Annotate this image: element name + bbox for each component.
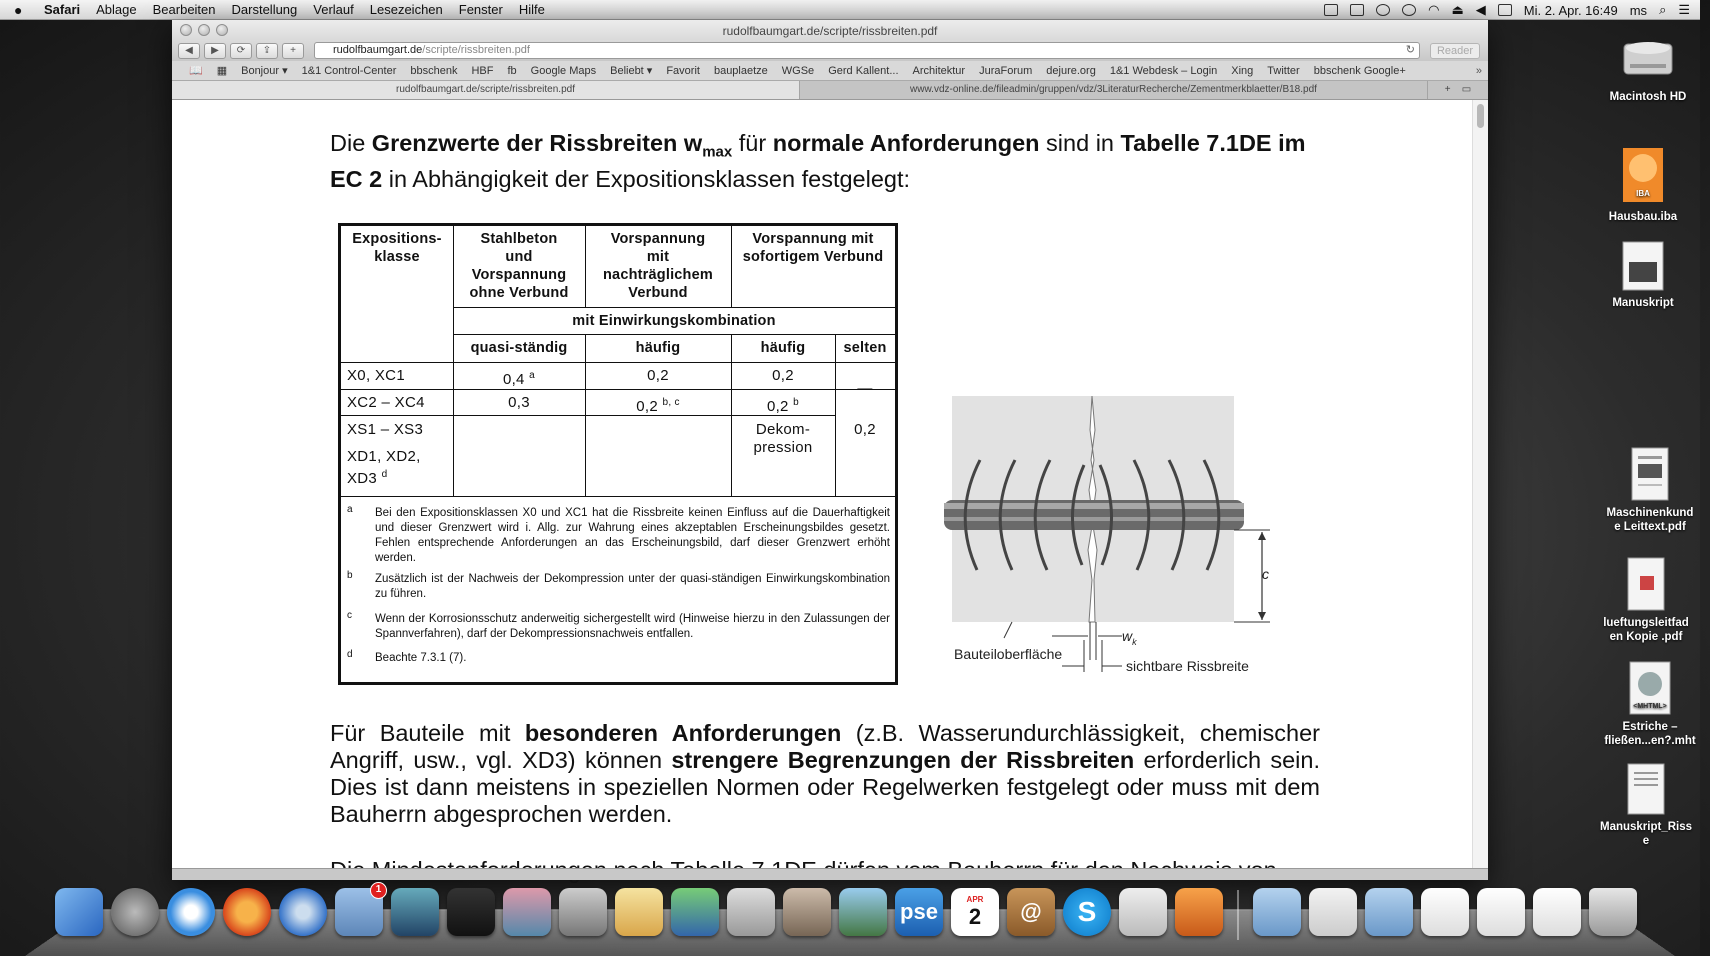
- bluetooth-icon[interactable]: [1402, 4, 1416, 16]
- mail-badge: 1: [370, 882, 387, 899]
- desktop-icon-macintosh-hd[interactable]: [1588, 28, 1708, 104]
- more-bookmarks-chevron-icon[interactable]: »: [1475, 64, 1482, 77]
- pdf-document-icon: [1626, 556, 1666, 612]
- footnote-letter: d: [347, 649, 353, 660]
- bookmark-item[interactable]: Google Maps: [530, 64, 597, 77]
- row-x0-xc1-value-post: 0,2: [647, 367, 669, 384]
- iba-document-icon: [1621, 146, 1665, 206]
- documents-stack-icon[interactable]: [1309, 888, 1357, 936]
- pdf-page: [172, 100, 1472, 868]
- calendar-day: 2: [968, 903, 982, 929]
- time-machine-icon[interactable]: [1376, 4, 1390, 16]
- iphoto-icon[interactable]: [839, 888, 887, 936]
- row-x0-xc1-value-pre: 0,2: [772, 367, 794, 384]
- text-run: in Abhängigkeit der Expositionsklassen festgelegt:: [382, 165, 911, 192]
- desktop-icon-hausbau[interactable]: [1583, 146, 1703, 224]
- special-requirements-paragraph: [330, 720, 1320, 828]
- screen-share-icon[interactable]: [1350, 4, 1364, 16]
- reload-icon-button[interactable]: ⟳: [230, 43, 252, 59]
- label-cover-c: c: [1262, 566, 1269, 582]
- status-app-icon[interactable]: [1324, 4, 1338, 16]
- label-visible-crack-width: sichtbare Rissbreite: [1126, 658, 1249, 674]
- bookmark-item[interactable]: HBF: [471, 64, 494, 77]
- document-icon: [1626, 762, 1666, 816]
- header-quasi-permanent: quasi-ständig: [470, 340, 568, 356]
- url-path: /scripte/rissbreiten.pdf: [422, 44, 530, 56]
- menu-bar: [0, 0, 1700, 20]
- notification-center-icon[interactable]: ☰: [1678, 2, 1690, 17]
- menu-verlauf[interactable]: Verlauf: [313, 2, 354, 17]
- text-run: Für Bauteile mit: [330, 720, 525, 746]
- row-x0-xc1-value-rc: 0,4 $^a$: [502, 370, 536, 388]
- notes-pencil-icon[interactable]: [615, 888, 663, 936]
- preview-photos-icon[interactable]: [783, 888, 831, 936]
- pdf-document-icon: [1630, 446, 1670, 502]
- row-xd-class: XD1, XD2, XD3 $^d$: [347, 448, 421, 487]
- calculator-icon[interactable]: [727, 888, 775, 936]
- mhtml-icon-text: <MHTML>: [1633, 703, 1667, 710]
- iba-icon-text: IBA: [1636, 189, 1650, 198]
- dock: [55, 880, 1655, 956]
- bold-run: besonderen Anforderungen: [524, 720, 842, 746]
- header-pre-tensioned: Vorspannung mit sofortigem Verbund: [742, 231, 884, 265]
- itunes-icon[interactable]: [279, 888, 327, 936]
- minimized-window-icon[interactable]: [1421, 888, 1469, 936]
- vertical-scrollbar[interactable]: [1472, 100, 1488, 868]
- tab-vdz-b18[interactable]: www.vdz-online.de/fileadmin/gruppen/vdz/3LiteraturRecherche/Zementmerkblaetter/B18.pdf: [800, 81, 1428, 99]
- bookmark-item[interactable]: 1&1 Control-Center: [301, 64, 397, 77]
- minimized-screenshot-icon[interactable]: [1533, 888, 1581, 936]
- row-xc2-xc4-class: XC2 – XC4: [347, 394, 425, 411]
- tab-tools: [1428, 81, 1488, 99]
- row-xc2-xc4-value-pre: 0,2 $^b$: [766, 397, 800, 415]
- wifi-icon[interactable]: ◠: [1428, 2, 1440, 17]
- bold-run: strengere Begrenzungen der Rissbreiten: [671, 747, 1135, 773]
- footnote-a: Bei den Expositionsklassen X0 und XC1 hat die Rissbreite keinen Einfluss auf die Dauerhaftigkeit und dieser Grenzwert wird i. Allg. zur Wahrung eines akzeptablen Erscheinungsbildes gesetzt. Fehlen entsprechende Anforderungen an das Erscheinungsbild, darf dieser Grenzwert erhöht werden.: [375, 507, 890, 564]
- launchpad-icon[interactable]: [111, 888, 159, 936]
- footnote-letter: b: [347, 570, 353, 581]
- numbers-chart-icon[interactable]: [671, 888, 719, 936]
- document-icon: [1621, 240, 1665, 292]
- bold-run: normale Anforderungen: [772, 130, 1040, 156]
- footnote-d: Beachte 7.3.1 (7).: [375, 652, 467, 664]
- toolbar: [172, 40, 1488, 61]
- window-title: rudolfbaumgart.de/scripte/rissbreiten.pdf: [722, 24, 938, 38]
- contacts-icon[interactable]: @: [1007, 888, 1055, 936]
- menu-app-safari[interactable]: Safari: [44, 2, 81, 17]
- photoshop-elements-icon[interactable]: pse: [895, 888, 943, 936]
- crack-width-table: [338, 223, 898, 685]
- new-tab-button[interactable]: +: [282, 43, 304, 59]
- apple-menu-icon[interactable]: ●: [14, 1, 23, 18]
- desktop-icon-maschinenkunde[interactable]: [1590, 446, 1710, 534]
- bookmark-item[interactable]: Beliebt ▾: [610, 65, 653, 77]
- desktop-icon-label: Manuskript: [1612, 297, 1674, 309]
- menu-ablage[interactable]: Ablage: [96, 2, 137, 17]
- camera-icon[interactable]: [559, 888, 607, 936]
- forward-button[interactable]: ▶: [204, 43, 226, 59]
- row-xs-value-rare: 0,2: [854, 421, 876, 438]
- bookmark-item[interactable]: Gerd Kallent...: [828, 64, 899, 77]
- desktop-icon-estriche[interactable]: [1590, 660, 1710, 748]
- bookmark-item[interactable]: bauplaetze: [713, 64, 768, 77]
- applications-folder-icon[interactable]: [1253, 888, 1301, 936]
- desktop-icon-manuskript-risse[interactable]: [1586, 762, 1706, 848]
- bookmark-item[interactable]: JuraForum: [979, 64, 1033, 77]
- desktop-icon-label: Hausbau.iba: [1608, 211, 1678, 223]
- bookmarks-book-icon[interactable]: 📖: [189, 65, 203, 77]
- footnote-b: Zusätzlich ist der Nachweis der Dekompression unter der quasi-ständigen Einwirkungskombination zu führen.: [375, 573, 890, 600]
- desktop-icon-label: Maschinenkund e Leittext.pdf: [1606, 507, 1694, 533]
- bookmark-item[interactable]: fb: [507, 64, 517, 77]
- skype-icon[interactable]: S: [1063, 888, 1111, 936]
- top-sites-grid-icon[interactable]: ▦: [216, 65, 228, 77]
- text-run: sind in: [1039, 130, 1121, 156]
- menu-bearbeiten[interactable]: Bearbeiten: [152, 2, 216, 17]
- subscript-max: max: [702, 143, 733, 161]
- photo-booth-icon[interactable]: [447, 888, 495, 936]
- address-bar[interactable]: [314, 42, 1420, 59]
- desktop-icon-label: Macintosh HD: [1609, 91, 1687, 103]
- bookmark-item[interactable]: bbschenk Google+: [1313, 64, 1406, 77]
- row-xc2-xc4-value-rc: 0,3: [508, 394, 530, 411]
- text-run: Die: [330, 130, 372, 156]
- bookmarks-bar: [172, 61, 1488, 81]
- desktop-icon-label: Manuskript_Riss e: [1599, 821, 1693, 847]
- url-host: rudolfbaumgart.de: [333, 44, 423, 56]
- row-x0-xc1-class: X0, XC1: [347, 367, 405, 384]
- pages-pen-icon[interactable]: [1175, 888, 1223, 936]
- tab-overview-icon[interactable]: ▭: [1461, 84, 1472, 95]
- imac-display-icon[interactable]: [503, 888, 551, 936]
- desktop-icon-manuskript[interactable]: [1583, 240, 1703, 310]
- bold-run: Tabelle 7.1DE im EC 2: [330, 130, 1306, 192]
- safari-window: [172, 20, 1488, 880]
- tab-bar: [172, 81, 1488, 100]
- desktop-icon-label: lueftungsleitfad en Kopie .pdf: [1603, 617, 1689, 643]
- status-bar: [172, 868, 1488, 880]
- status-menus: [1324, 0, 1690, 20]
- scrollbar-thumb[interactable]: [1477, 104, 1484, 128]
- bookmark-item[interactable]: Bonjour ▾: [241, 65, 288, 77]
- header-frequent: häufig: [635, 340, 681, 356]
- row-xs-decompression: Dekom- pression: [753, 421, 813, 456]
- reader-button[interactable]: Reader: [1430, 43, 1480, 59]
- header-exposure-class: Expositions- klasse: [352, 231, 442, 265]
- header-frequent-pre: häufig: [760, 340, 806, 356]
- dock-separator: [1237, 890, 1239, 940]
- safari-icon[interactable]: [167, 888, 215, 936]
- text-run: für: [732, 130, 773, 156]
- header-reinforced-concrete: Stahlbeton und Vorspannung ohne Verbund: [469, 231, 569, 301]
- hard-drive-icon: [1622, 28, 1674, 86]
- footnote-letter: c: [347, 610, 352, 621]
- keyboard-icon[interactable]: [1498, 4, 1512, 16]
- bookmark-item[interactable]: 1&1 Webdesk – Login: [1109, 64, 1218, 77]
- minimize-window-button[interactable]: [198, 24, 210, 36]
- clock[interactable]: Mi. 2. Apr. 16:49: [1523, 2, 1618, 18]
- bookmark-item[interactable]: bbschenk: [410, 64, 458, 77]
- header-load-combination: mit Einwirkungskombination: [572, 313, 776, 329]
- bookmark-item[interactable]: Favorit: [666, 64, 700, 77]
- intro-paragraph: [330, 130, 1320, 193]
- menu-darstellung[interactable]: Darstellung: [231, 2, 298, 17]
- text-run: (z.B. Wasserundurchlässigkeit, chemischer Angriff, usw., vgl. XD3) können: [330, 720, 1320, 773]
- downloads-folder-icon[interactable]: [1365, 888, 1413, 936]
- back-button[interactable]: ◀: [178, 43, 200, 59]
- crack-diagram: [932, 390, 1282, 680]
- bold-run: Grenzwerte der Rissbreiten w: [371, 130, 703, 156]
- eject-icon[interactable]: ⏏: [1451, 2, 1464, 17]
- spotlight-icon[interactable]: ⌕: [1659, 2, 1667, 17]
- firefox-icon[interactable]: [223, 888, 271, 936]
- bookmark-item[interactable]: Architektur: [912, 64, 966, 77]
- close-window-button[interactable]: [180, 24, 192, 36]
- calendar-icon[interactable]: [951, 888, 999, 936]
- rare-dash: —: [857, 380, 873, 397]
- add-tab-icon[interactable]: +: [1444, 84, 1451, 95]
- user-menu[interactable]: ms: [1629, 2, 1648, 18]
- menu-lesezeichen[interactable]: Lesezeichen: [369, 2, 443, 17]
- share-button[interactable]: ⇪: [256, 43, 278, 59]
- footnote-letter: a: [347, 504, 353, 515]
- menu-fenster[interactable]: Fenster: [458, 2, 503, 17]
- mail-icon[interactable]: [335, 884, 383, 936]
- menu-hilfe[interactable]: Hilfe: [518, 2, 545, 17]
- mhtml-document-icon: [1628, 660, 1672, 716]
- bookmark-item[interactable]: Twitter: [1267, 64, 1300, 77]
- reload-icon[interactable]: ↻: [1405, 44, 1415, 56]
- finder-icon[interactable]: [55, 888, 103, 936]
- bookmark-item[interactable]: dejure.org: [1046, 64, 1096, 77]
- footnote-c: Wenn der Korrosionsschutz anderweitig sichergestellt wird (Hinweise hierzu in den Zulassungen der Spannverfahren), darf der Dekompressionsnachweis entfallen.: [375, 613, 890, 640]
- bookmark-item[interactable]: WGSe: [781, 64, 815, 77]
- crack-width-figure: [932, 390, 1282, 680]
- label-surface: Bauteiloberfläche: [954, 646, 1063, 662]
- label-wk: $w_k$: [1122, 628, 1137, 647]
- row-xs-class: XS1 – XS3: [347, 421, 424, 438]
- header-post-tensioned: Vorspannung mit nachträglichem Verbund: [603, 231, 713, 301]
- volume-icon[interactable]: ◀︎: [1475, 2, 1486, 17]
- tab-rissbreiten[interactable]: rudolfbaumgart.de/scripte/rissbreiten.pdf: [172, 81, 800, 99]
- trash-icon[interactable]: [1589, 888, 1637, 936]
- desktop-icon-label: Estriche – fließen...en?.mht: [1604, 721, 1696, 747]
- minimized-document-icon[interactable]: [1477, 888, 1525, 936]
- bookmark-item[interactable]: Xing: [1231, 64, 1254, 77]
- desktop-icon-lueftungsleitfaden[interactable]: [1586, 556, 1706, 644]
- calendar-month: APR: [966, 894, 984, 904]
- system-preferences-monitor-icon[interactable]: [391, 888, 439, 936]
- row-xc2-xc4-value-post: 0,2 $^{b, c}$: [636, 397, 680, 415]
- zoom-window-button[interactable]: [216, 24, 228, 36]
- header-rare: selten: [843, 340, 887, 356]
- text-run: erforderlich sein. Dies ist dann meistens in speziellen Normen oder Regelwerken festgelegt oder muss mit dem Bauherrn abgesprochen werden.: [330, 747, 1320, 827]
- dictionary-icon[interactable]: [1119, 888, 1167, 936]
